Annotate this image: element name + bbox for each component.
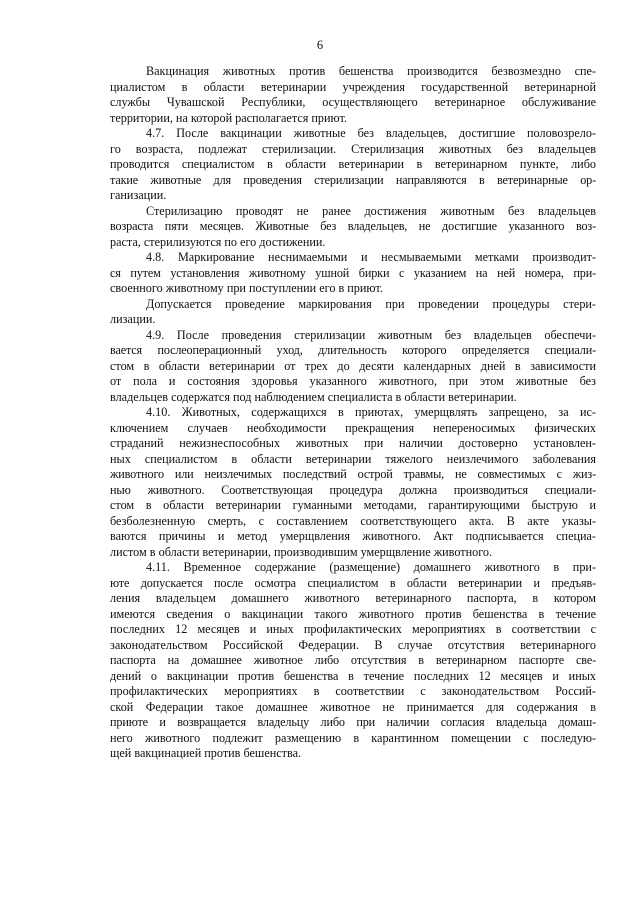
text-line: последних 12 месяцев и иных профилактических мероприятиях в соответствии с <box>110 622 596 636</box>
text-line: профилактических мероприятиях в соответствии с законодательством Россий- <box>110 684 596 698</box>
body-text <box>110 64 596 762</box>
text-line: ключением случаев необходимости прекращения непереносимых физических <box>110 420 596 435</box>
text-line: возраста пяти месяцев. Животные без владельцев, не достигшие указанного воз- <box>110 219 596 233</box>
text-line: ления владельцем домашнего животного ветеринарного паспорта, в котором <box>110 591 596 605</box>
text-line: 4.9. После проведения стерилизации животным без владельцев обеспечи- <box>146 327 596 342</box>
text-line: 4.7. После вакцинации животные без владельцев, достигшие половозрело- <box>146 126 596 140</box>
text-line: нью животного. Соответствующая процедура должна производиться специали- <box>110 482 596 497</box>
text-line: листом в области ветеринарии, производившим умерщвление животного. <box>110 544 493 559</box>
text-line: го возраста, подлежат стерилизации. Стерилизация животных без владельцев <box>110 141 596 156</box>
text-line: такие животные для проведения стерилизации направляются в ветеринарные ор- <box>110 172 596 187</box>
text-line: приюте и возвращается владельцу либо при наличии согласия владельца домаш- <box>110 715 596 729</box>
text-line: стом в области ветеринарии от трех до десяти календарных дней в зависимости <box>110 358 596 373</box>
text-line: своенного животному при поступлении его в приют. <box>110 281 383 295</box>
text-line: владельцев содержатся под наблюдением специалиста в области ветеринарии. <box>110 389 517 404</box>
text-line: лизации. <box>110 312 156 326</box>
text-line: щей вакцинацией против бешенства. <box>110 746 302 760</box>
text-line: 4.8. Маркирование неснимаемыми и несмываемыми метками производит- <box>146 250 596 264</box>
text-line: ся путем установления животному ушной бирки с указанием на ней номера, при- <box>110 265 596 280</box>
text-line: ных специалистом в области ветеринарии тяжелого неизлечимого заболевания <box>110 451 596 466</box>
text-line: службы Чувашской Республики, осуществляющего ветеринарное обслуживание <box>110 95 596 109</box>
text-line: безболезненную смерть, с составлением соответствующего акта. В акте указы- <box>110 513 596 528</box>
text-line: юте допускается после осмотра специалистом в области ветеринарии и предъяв- <box>110 575 596 590</box>
text-line: Стерилизацию проводят не ранее достижения животным без владельцев <box>146 203 596 218</box>
text-line: от пола и состояния здоровья указанного животного, при этом животные без <box>110 374 596 388</box>
text-line: Допускается проведение маркирования при проведении процедуры стери- <box>146 296 596 311</box>
page-number: 6 <box>316 38 324 52</box>
text-line: дений о вакцинации против бешенства в течение последних 12 месяцев и иных <box>110 668 596 683</box>
text-line: законодательством Российской Федерации. В случае отсутствия ветеринарного <box>110 637 596 652</box>
text-line: 4.10. Животных, содержащихся в приютах, умерщвлять запрещено, за ис- <box>146 405 596 419</box>
text-line: Вакцинация животных против бешенства производится безвозмездно спе- <box>146 64 596 78</box>
text-line: паспорта на домашнее животное либо отсутствия в ветеринарном паспорте све- <box>110 653 596 667</box>
text-line: вается послеоперационный уход, длительность которого определяется специали- <box>110 343 596 357</box>
text-line: стом в области ветеринарии гуманными методами, гарантирующими быструю и <box>110 498 596 512</box>
text-line: территории, на которой располагается приют. <box>110 110 347 125</box>
text-line: имеются сведения о вакцинации такого животного против бешенства в течение <box>110 606 596 621</box>
text-line: проводится специалистом в области ветеринарии в ветеринарном пункте, либо <box>110 157 596 171</box>
text-line: 4.11. Временное содержание (размещение) домашнего животного в при- <box>146 560 596 574</box>
text-line: животного или неизлечимых последствий острой травмы, не совместимых с жиз- <box>110 467 596 481</box>
text-line: ганизации. <box>110 188 167 202</box>
text-line: ваются причины и метод умерщвления животного. Акт подписывается специа- <box>110 529 596 543</box>
text-line: раста, стерилизуются по его достижении. <box>110 234 326 249</box>
text-line: страданий нежизнеспособных животных при наличии достоверно установлен- <box>110 436 596 450</box>
text-line: него животного подлежит размещению в карантинном помещении с последую- <box>110 730 596 745</box>
text-line: циалистом в области ветеринарии учреждения государственной ветеринарной <box>110 79 596 94</box>
text-line: ской Федерации такое домашнее животное не принимается для содержания в <box>110 699 596 714</box>
